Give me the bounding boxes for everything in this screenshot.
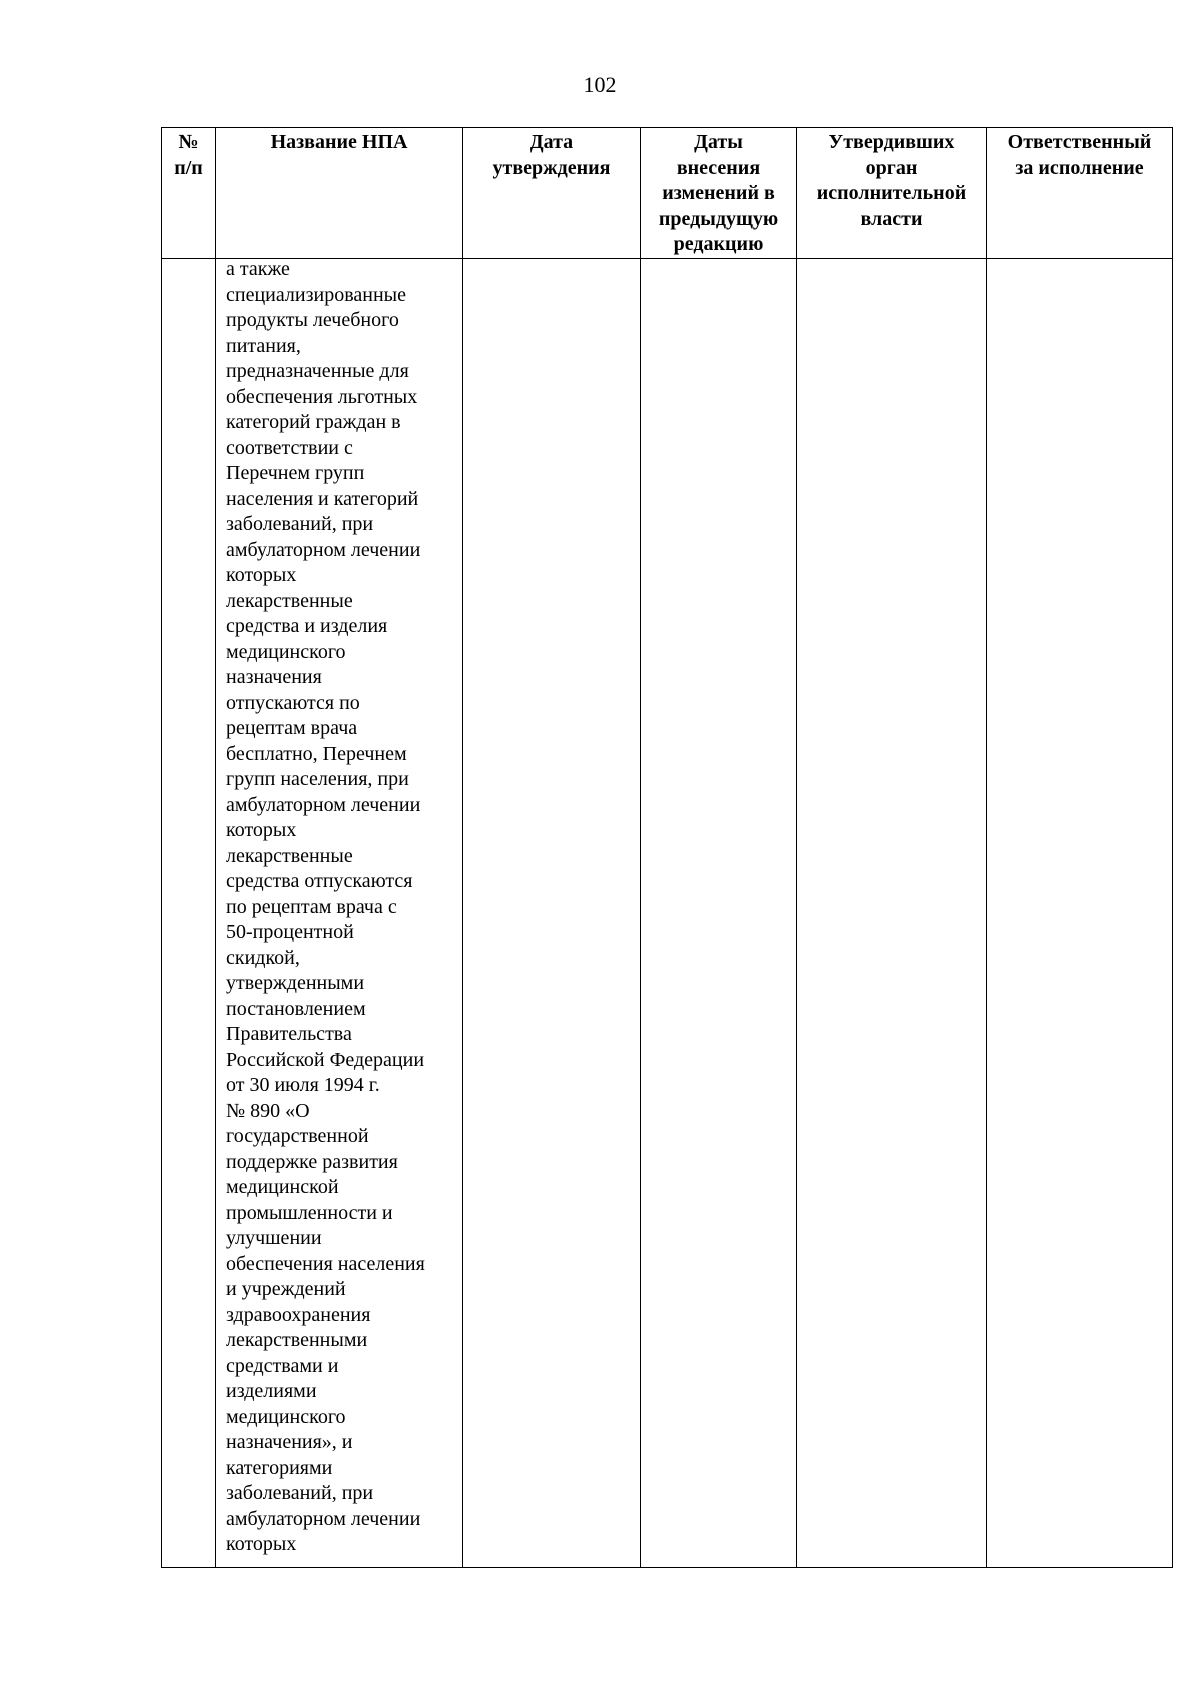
header-line: орган <box>865 156 918 179</box>
npa-name-line: назначения», и <box>226 1431 353 1453</box>
row-responsible-cell <box>987 259 1173 1568</box>
npa-name-line: продукты лечебного <box>226 309 399 331</box>
header-line: внесения <box>676 156 761 179</box>
npa-name-line: а также <box>226 258 290 280</box>
npa-name-line: по рецептам врача с <box>226 895 397 918</box>
npa-name-line: утвержденными <box>226 972 365 994</box>
npa-name-line: амбулаторном лечении <box>226 793 421 816</box>
npa-name-line: которых <box>226 564 297 586</box>
npa-name-line: предназначенные для <box>226 360 409 382</box>
npa-name-line: средства и изделия <box>226 615 388 637</box>
npa-name-line: назначения <box>226 666 322 688</box>
npa-name-line: бесплатно, Перечнем <box>226 742 407 765</box>
header-line: исполнительной <box>816 182 967 204</box>
header-amendment-dates-text <box>641 128 796 258</box>
npa-name-line: рецептам врача <box>226 717 358 739</box>
header-approval-date <box>463 128 641 259</box>
npa-name-line: промышленности и <box>226 1201 393 1224</box>
row-approving-body-cell <box>797 259 987 1568</box>
npa-name-line: государственной <box>226 1125 369 1147</box>
npa-name-line: средства отпускаются <box>226 870 413 892</box>
npa-name-line: № 890 «О <box>226 1099 310 1122</box>
npa-name-line: и учреждений <box>226 1278 346 1300</box>
npa-name-line: лекарственные <box>226 844 353 867</box>
npa-name-line: отпускаются по <box>226 691 360 714</box>
header-number <box>162 128 216 259</box>
row-number-cell <box>162 259 216 1568</box>
npa-name-line: категориями <box>226 1456 333 1479</box>
npa-name-line: медицинского <box>226 1405 346 1428</box>
header-npa-name-text <box>216 128 462 156</box>
header-line: Название НПА <box>270 131 408 153</box>
row-approval-date-cell <box>463 259 641 1568</box>
header-amendment-dates <box>641 128 797 259</box>
header-number-text <box>162 128 215 181</box>
table-row <box>162 259 1173 1568</box>
header-approving-body-text <box>797 128 986 232</box>
header-line: № <box>178 131 199 153</box>
row-amendment-dates-cell <box>641 259 797 1568</box>
header-line: за исполнение <box>1015 156 1144 179</box>
header-line: Утвердивших <box>828 131 955 153</box>
npa-name-line: которых <box>226 819 297 841</box>
npa-name-line: Перечнем групп <box>226 462 365 484</box>
header-responsible <box>987 128 1173 259</box>
npa-name-line: лекарственными <box>226 1329 368 1351</box>
npa-name-line: лекарственные <box>226 589 353 612</box>
npa-name-line: питания, <box>226 334 301 357</box>
header-line: Дата <box>529 131 574 153</box>
npa-name-line: заболеваний, при <box>226 1482 374 1504</box>
npa-name-line: групп населения, при <box>226 768 409 790</box>
npa-name-line: соответствии с <box>226 436 353 459</box>
page-number: 102 <box>583 72 617 97</box>
npa-name-line: категорий граждан в <box>226 411 401 433</box>
npa-name-line: поддержке развития <box>226 1150 398 1173</box>
npa-name-line: обеспечения льготных <box>226 385 418 408</box>
npa-name-line: специализированные <box>226 283 406 306</box>
npa-name-line: медицинского <box>226 640 346 663</box>
header-line: предыдущую <box>658 207 779 230</box>
npa-name-line: здравоохранения <box>226 1303 371 1326</box>
npa-name-line: Российской Федерации <box>226 1048 425 1071</box>
header-line: Даты <box>694 131 743 153</box>
npa-name-line: Правительства <box>226 1023 352 1045</box>
npa-name-line: обеспечения населения <box>226 1252 425 1275</box>
header-line: Ответственный <box>1007 131 1152 153</box>
npa-name-line: медицинской <box>226 1176 339 1198</box>
npa-name-line: 50-процентной <box>226 921 354 943</box>
header-npa-name <box>216 128 463 259</box>
npa-name-line: скидкой, <box>226 946 300 969</box>
row-npa-name-cell <box>216 259 463 1568</box>
npa-name-line: улучшении <box>226 1227 322 1249</box>
row-npa-name-text <box>216 257 462 1558</box>
header-responsible-text <box>987 128 1172 181</box>
table-header-row <box>162 128 1173 259</box>
header-approving-body <box>797 128 987 259</box>
npa-name-line: которых <box>226 1533 297 1555</box>
npa-table <box>161 127 1173 1568</box>
header-line: утверждения <box>492 156 611 179</box>
npa-name-line: от 30 июля 1994 г. <box>226 1074 380 1096</box>
npa-name-line: заболеваний, при <box>226 513 374 535</box>
npa-name-line: амбулаторном лечении <box>226 1507 421 1530</box>
npa-name-line: изделиями <box>226 1380 317 1402</box>
header-line: редакцию <box>673 233 764 255</box>
npa-name-line: средствами и <box>226 1354 339 1377</box>
header-line: изменений в <box>662 182 775 204</box>
npa-name-line: постановлением <box>226 997 366 1020</box>
npa-name-line: амбулаторном лечении <box>226 538 421 561</box>
header-line: п/п <box>174 156 203 179</box>
npa-name-line: населения и категорий <box>226 487 419 510</box>
header-approval-date-text <box>463 128 640 181</box>
header-line: власти <box>860 207 923 230</box>
